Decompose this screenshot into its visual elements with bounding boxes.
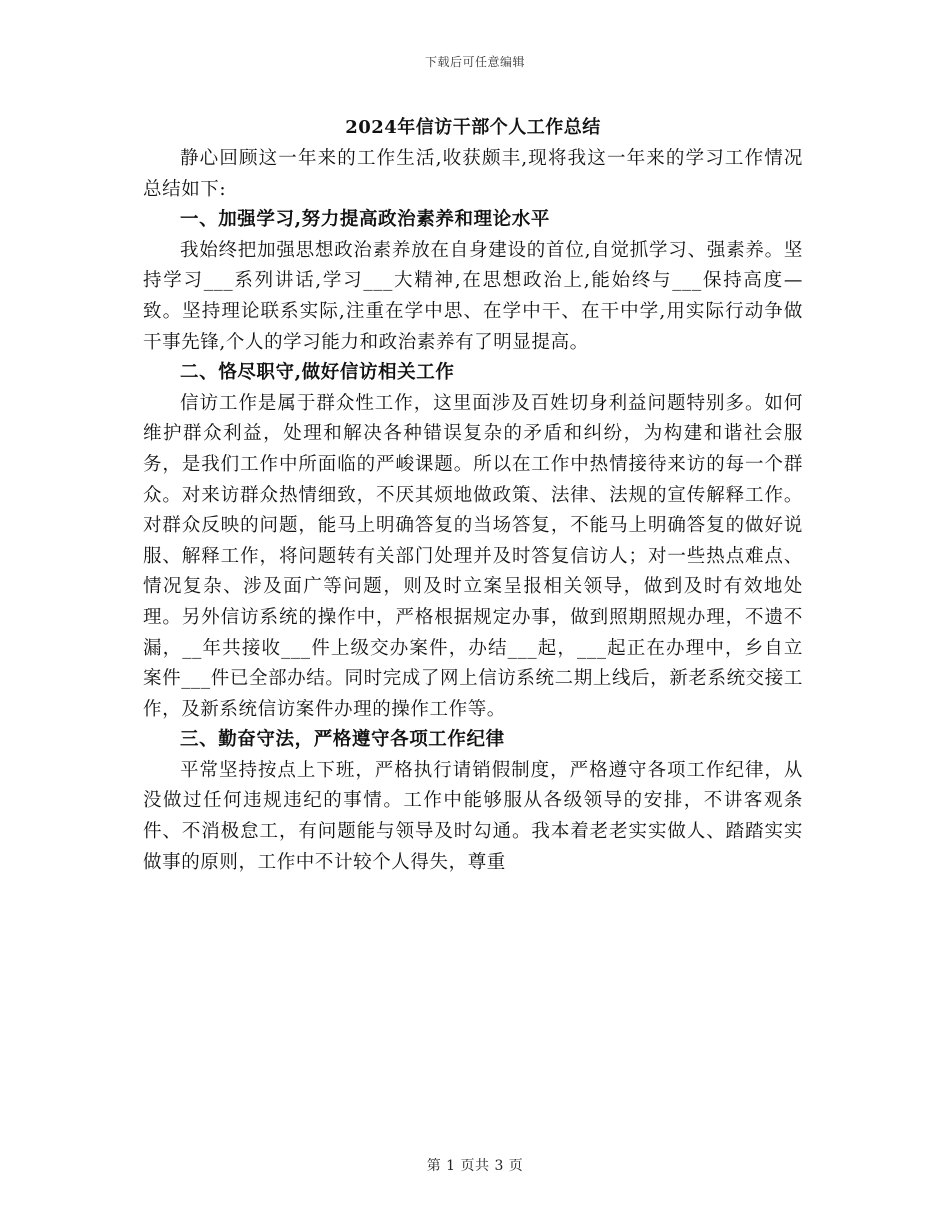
section-heading-2: 二、恪尽职守,做好信访相关工作 <box>180 362 455 384</box>
section-body-3: 平常坚持按点上下班，严格执行请销假制度，严格遵守各项工作纪律，从没做过任何违规违纪的事情。工作中能够服从各级领导的安排，不讲客观条件、不消极怠工，有问题能与领导及时勾通。我本着老老实实做人、踏踏实实做事的原则，工作中不计较个人得失，尊重 <box>143 759 803 873</box>
document-body <box>143 112 803 878</box>
document-title: 2024年信访干部个人工作总结 <box>345 117 601 138</box>
page-footer: 第 1 页共 3 页 <box>426 1158 524 1174</box>
intro-paragraph: 静心回顾这一年来的工作生活,收获颇丰,现将我这一年来的学习工作情况总结如下: <box>143 148 803 200</box>
section-body-1: 我始终把加强思想政治素养放在自身建设的首位,自觉抓学习、强素养。坚持学习___系列讲话,学习___大精神,在思想政治上,能始终与___保持高度—致。坚持理论联系实际,注重在学中思、在学中干、在干中学,用实际行动争做干事先锋,个人的学习能力和政治素养有了明显提高。 <box>143 239 803 353</box>
section-heading-1: 一、加强学习,努力提高政治素养和理论水平 <box>180 209 550 231</box>
section-heading-3: 三、勤奋守法，严格遵守各项工作纪律 <box>180 729 505 751</box>
header-note: 下载后可任意编辑 <box>424 55 525 69</box>
section-body-2: 信访工作是属于群众性工作，这里面涉及百姓切身利益问题特别多。如何维护群众利益，处理和解决各种错误复杂的矛盾和纠纷，为构建和谐社会服务，是我们工作中所面临的严峻课题。所以在工作中热情接待来访的每一个群众。对来访群众热情细致，不厌其烦地做政策、法律、法规的宣传解释工作。对群众反映的问题，能马上明确答复的当场答复，不能马上明确答复的做好说服、解释工作，将问题转有关部门处理并及时答复信访人；对一些热点难点、情况复杂、涉及面广等问题，则及时立案呈报相关领导，做到及时有效地处理。另外信访系统的操作中，严格根据规定办事，做到照期照规办理，不遗不漏，__年共接收___件上级交办案件，办结___起，___起正在办理中，乡自立案件___件已全部办结。同时完成了网上信访系统二期上线后，新老系统交接工作，及新系统信访案件办理的操作工作等。 <box>143 392 803 720</box>
